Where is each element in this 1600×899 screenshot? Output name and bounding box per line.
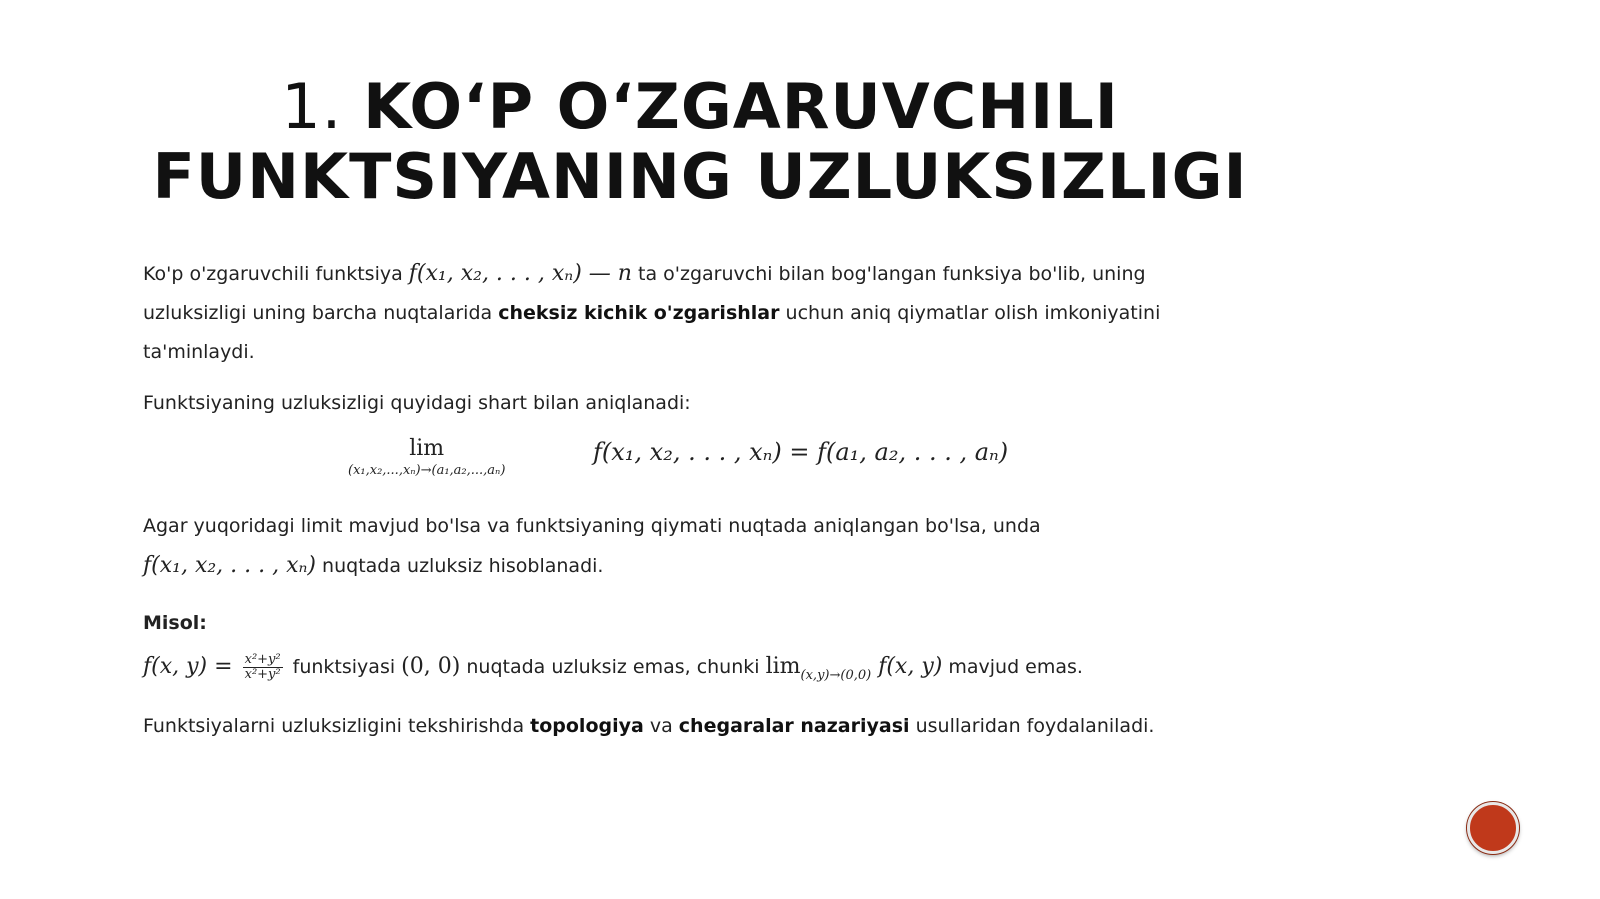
closing-bold-2: chegaralar nazariyasi — [678, 715, 910, 737]
continuity-function: f(x₁, x₂, . . . , xₙ) — [143, 553, 317, 578]
example-fraction — [243, 653, 283, 682]
intro-text-2: ta o'zgaruvchi bilan bog'langan funksiya bo'lib, uning uzluksizligi uning barcha nuqtalarida — [143, 263, 1146, 324]
example-paragraph — [143, 647, 1223, 695]
intro-paragraph — [143, 254, 1223, 372]
slide-body — [143, 254, 1223, 758]
example-text-1: funktsiyasi — [286, 656, 402, 678]
example-limit-subscript: (x,y)→(0,0) — [800, 668, 872, 683]
example-limit-word: lim — [765, 654, 801, 679]
closing-bold-1: topologiya — [530, 715, 644, 737]
intro-text-1: Ko'p o'zgaruvchili funktsiya — [143, 263, 409, 285]
example-text-3: mavjud emas. — [942, 656, 1083, 678]
limit-formula — [143, 435, 1223, 497]
definition-intro: Funktsiyaning uzluksizligi quyidagi shart bilan aniqlanadi: — [143, 392, 691, 414]
limit-subscript: (x₁,x₂,...,xₙ)→(a₁,a₂,...,aₙ) — [348, 463, 506, 478]
title-line-1 — [150, 72, 1250, 142]
continuity-text-2: nuqtada uzluksiz hisoblanadi. — [316, 555, 604, 577]
title-text-1: KO‘P O‘ZGARUVCHILI — [363, 70, 1119, 143]
title-number: 1. — [281, 70, 343, 143]
slide-nav-button[interactable] — [1467, 802, 1519, 854]
closing-text-2: va — [643, 715, 679, 737]
fraction-numerator: x²+y² — [244, 652, 281, 667]
fraction-denominator: x²+y² — [244, 667, 281, 682]
limit-word: lim — [409, 436, 445, 461]
example-point: (0, 0) — [401, 654, 461, 679]
example-text-2: nuqtada uzluksiz emas, chunki — [460, 656, 766, 678]
example-limit — [765, 654, 872, 683]
example-limit-function: f(x, y) — [871, 654, 943, 679]
function-notation: f(x₁, x₂, . . . , xₙ) — n — [408, 261, 632, 286]
continuity-text-1: Agar yuqoridagi limit mavjud bo'lsa va funktsiyaning qiymati nuqtada aniqlangan bo'lsa, unda — [143, 515, 1041, 537]
limit-equation: f(x₁, x₂, . . . , xₙ) = f(a₁, a₂, . . . , aₙ) — [593, 438, 1009, 466]
example-lhs: f(x, y) = — [143, 654, 233, 679]
title-line-2: FUNKTSIYANING UZLUKSIZLIGI — [152, 140, 1248, 213]
intro-text-3: uchun aniq qiymatlar olish imkoniyatini ta'minlaydi. — [143, 302, 1161, 363]
slide-title — [150, 72, 1250, 212]
limit-operator — [348, 435, 505, 479]
closing-text-1: Funktsiyalarni uzluksizligini tekshirishda — [143, 715, 531, 737]
intro-bold-phrase: cheksiz kichik o'zgarishlar — [498, 302, 780, 324]
closing-text-3: usullaridan foydalaniladi. — [909, 715, 1155, 737]
closing-paragraph — [143, 707, 1223, 746]
continuity-paragraph — [143, 507, 1223, 586]
example-label: Misol: — [143, 612, 207, 634]
